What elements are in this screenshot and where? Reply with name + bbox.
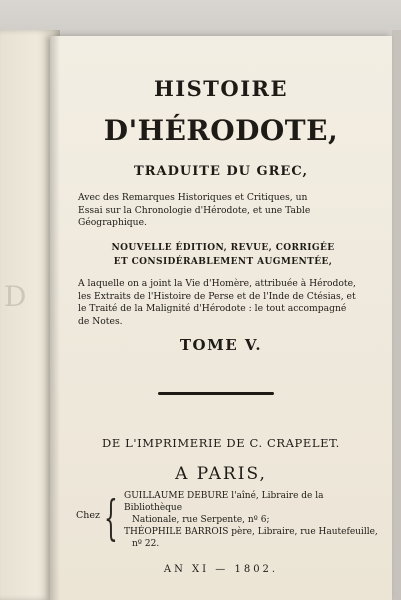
background-top — [0, 0, 401, 40]
additions-line: les Extraits de l'Histoire de Perse et de l'Inde de Ctésias, et — [78, 290, 356, 302]
bookseller-line: Nationale, rue Serpente, nº 6; — [132, 515, 270, 525]
description-line: Avec des Remarques Historiques et Critiques, un — [78, 192, 308, 203]
bookseller-line: nº 22. — [132, 539, 160, 549]
edition-line-1: NOUVELLE ÉDITION, REVUE, CORRIGÉE — [111, 243, 335, 253]
show-through-letter: D — [4, 280, 29, 313]
chez-label: Chez — [76, 510, 101, 521]
description-line: Essai sur la Chronologie d'Hérodote, et une Table — [78, 204, 311, 216]
booksellers-block — [76, 488, 376, 552]
publication-date: AN XI — 1802. — [163, 564, 279, 575]
subtitle: TRADUITE DU GREC, — [134, 164, 308, 179]
edition-line-2: ET CONSIDÉRABLEMENT AUGMENTÉE, — [113, 257, 333, 267]
additions-paragraph — [78, 278, 368, 328]
cover-edge — [392, 30, 401, 600]
city-line: A PARIS, — [175, 464, 267, 484]
imprint-line: DE L'IMPRIMERIE DE C. CRAPELET. — [102, 436, 340, 450]
ornamental-rule — [158, 392, 274, 395]
title-line-1: HISTOIRE — [153, 76, 289, 101]
title-page — [50, 36, 392, 600]
title-line-2: D'HÉRODOTE, — [103, 114, 339, 147]
description-paragraph — [78, 192, 368, 230]
additions-line: de Notes. — [78, 315, 123, 327]
additions-line: A laquelle on a joint la Vie d'Homère, attribuée à Hérodote, — [78, 278, 356, 289]
description-line: Géographique. — [78, 217, 147, 228]
volume-number: TOME V. — [179, 336, 263, 354]
bookseller-line: THÉOPHILE BARROIS père, Libraire, rue Hautefeuille, — [124, 527, 378, 537]
additions-line: le Traité de la Malignité d'Hérodote : le tout accompagné — [78, 303, 347, 314]
bookseller-line: GUILLAUME DEBURE l'aîné, Libraire de la Bibliothèque — [124, 491, 324, 513]
booksellers-list — [124, 490, 378, 550]
brace-glyph: { — [104, 490, 118, 546]
